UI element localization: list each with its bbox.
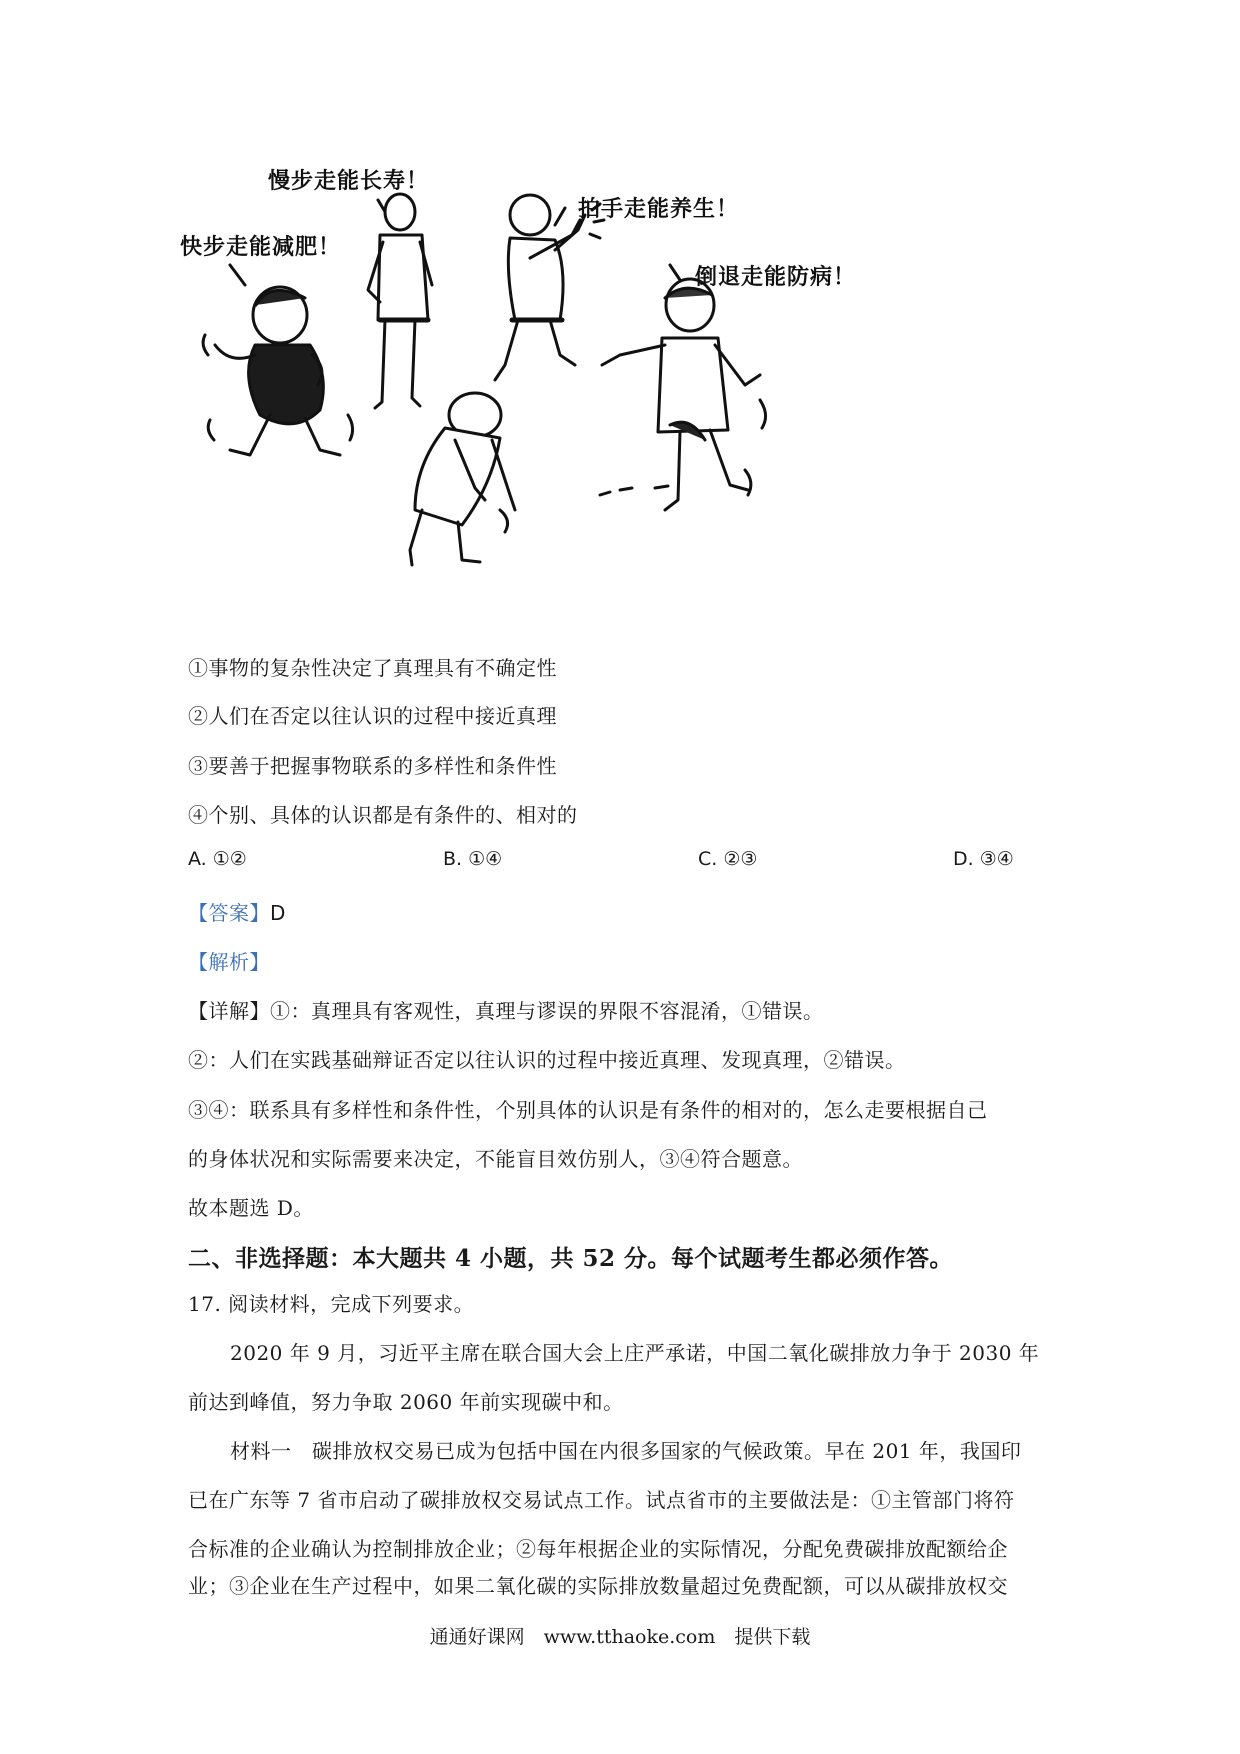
analysis-label: 【解析】: [188, 950, 270, 974]
detail-line-2: ②：人们在实践基础辩证否定以往认识的过程中接近真理、发现真理，②错误。: [188, 1048, 906, 1072]
detail-line-4: 的身体状况和实际需要来决定，不能盲目效仿别人，③④符合题意。: [188, 1147, 803, 1171]
bubble-clap-walk: 拍手走能养生！: [578, 197, 740, 222]
statement-1: ①事物的复杂性决定了真理具有不确定性: [188, 656, 557, 680]
section-2-title: 二、非选择题：本大题共 4 小题，共 52 分。每个试题考生都必须作答。: [188, 1245, 954, 1272]
paragraph-2-line-4: 业；③企业在生产过程中，如果二氧化碳的实际排放数量超过免费配额，可以从碳排放权交: [188, 1574, 1008, 1598]
statement-2: ②人们在否定以往认识的过程中接近真理: [188, 704, 557, 728]
option-a: A. ①②: [188, 848, 247, 870]
option-d: D. ③④: [953, 848, 1014, 870]
detail-line-3: ③④：联系具有多样性和条件性，个别具体的认识是有条件的相对的，怎么走要根据自己: [188, 1098, 988, 1122]
statement-3: ③要善于把握事物联系的多样性和条件性: [188, 754, 557, 778]
detail-text-1: ①：真理具有客观性，真理与谬误的界限不容混淆，①错误。: [270, 999, 824, 1023]
page-footer: 通通好课网 www.tthaoke.com 提供下载: [429, 1626, 811, 1648]
paragraph-2-line-3: 合标准的企业确认为控制排放企业；②每年根据企业的实际情况，分配免费碳排放配额给企: [188, 1537, 1008, 1561]
bubble-fast-walk: 快步走能减肥！: [180, 235, 342, 260]
option-c: C. ②③: [698, 848, 758, 870]
paragraph-1-line-2: 前达到峰值，努力争取 2060 年前实现碳中和。: [188, 1390, 624, 1414]
detail-label: 【详解】: [188, 999, 270, 1023]
question-17: 17. 阅读材料，完成下列要求。: [188, 1292, 475, 1316]
paragraph-1-line-1: 2020 年 9 月，习近平主席在联合国大会上庄严承诺，中国二氧化碳排放力争于 2030 年: [230, 1341, 1040, 1365]
bubble-slow-walk: 慢步走能长寿！: [268, 169, 430, 194]
statement-4: ④个别、具体的认识都是有条件的、相对的: [188, 803, 578, 827]
bubble-back-walk: 倒退走能防病！: [695, 265, 857, 290]
cartoon-illustration: [180, 169, 880, 630]
answer-row: [188, 897, 286, 926]
paragraph-2-line-1: 材料一 碳排放权交易已成为包括中国在内很多国家的气候政策。早在 201 年，我国印: [230, 1439, 1022, 1463]
detail-conclusion: 故本题选 D。: [188, 1196, 314, 1220]
answer-label: 【答案】: [188, 901, 270, 925]
paragraph-2-line-2: 已在广东等 7 省市启动了碳排放权交易试点工作。试点省市的主要做法是：①主管部门将符: [188, 1488, 1015, 1512]
option-b: B. ①④: [443, 848, 503, 870]
detail-line-1: [188, 995, 824, 1024]
answer-value: D: [270, 901, 286, 925]
